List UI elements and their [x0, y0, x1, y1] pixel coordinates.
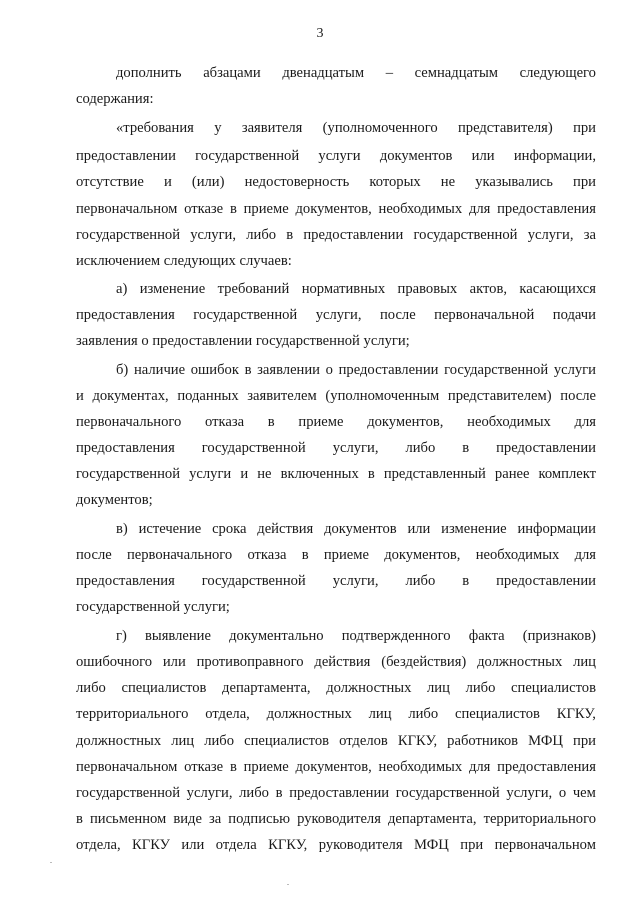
text-line: в письменном виде за подписью руководителя департамента, территориального [76, 811, 596, 827]
text-line: в) истечение срока действия документов или изменение информации [116, 521, 596, 537]
scan-speck [50, 862, 52, 863]
text-line: «требования у заявителя (уполномоченного представителя) при [116, 120, 596, 136]
text-line: документов; [76, 492, 153, 508]
text-line: содержания: [76, 91, 154, 107]
text-line: б) наличие ошибок в заявлении о предоставлении государственной услуги [116, 362, 596, 378]
text-line: первоначальном отказе в приеме документов, необходимых для предоставления [76, 759, 596, 775]
text-line: государственной услуги и не включенных в представленный ранее комплект [76, 466, 596, 482]
text-line: после первоначального отказа в приеме документов, необходимых для [76, 547, 596, 563]
text-line: дополнить абзацами двенадцатым – семнадцатым следующего [116, 65, 596, 81]
text-line: заявления о предоставлении государственной услуги; [76, 333, 410, 349]
text-line: государственной услуги; [76, 599, 230, 615]
text-line: либо специалистов департамента, должностных лиц либо специалистов [76, 680, 596, 696]
text-line: и документах, поданных заявителем (уполномоченным представителем) после [76, 388, 596, 404]
page-number: 3 [316, 26, 324, 41]
text-line: территориального отдела, должностных лиц либо специалистов КГКУ, [76, 706, 596, 722]
text-line: исключением следующих случаев: [76, 253, 292, 269]
text-line: а) изменение требований нормативных правовых актов, касающихся [116, 281, 596, 297]
text-line: государственной услуги, либо в предоставлении государственной услуги, о чем [76, 785, 596, 801]
text-line: предоставления государственной услуги, после первоначальной подачи [76, 307, 596, 323]
text-line: г) выявление документально подтвержденного факта (признаков) [116, 628, 596, 644]
text-line: отдела, КГКУ или отдела КГКУ, руководителя МФЦ при первоначальном [76, 837, 596, 853]
text-line: предоставления государственной услуги, либо в предоставлении [76, 573, 596, 589]
text-line: предоставления государственной услуги, либо в предоставлении [76, 440, 596, 456]
text-line: первоначального отказа в приеме документов, необходимых для [76, 414, 596, 430]
text-line: первоначальном отказе в приеме документов, необходимых для предоставления [76, 201, 596, 217]
text-line: отсутствие и (или) недостоверность которых не указывались при [76, 174, 596, 190]
text-line: ошибочного или противоправного действия (бездействия) должностных лиц [76, 654, 596, 670]
text-line: предоставлении государственной услуги документов или информации, [76, 148, 596, 164]
text-line: государственной услуги, либо в предоставлении государственной услуги, за [76, 227, 596, 243]
scan-speck [287, 884, 289, 885]
text-line: должностных лиц либо специалистов отделов КГКУ, работников МФЦ при [76, 733, 596, 749]
